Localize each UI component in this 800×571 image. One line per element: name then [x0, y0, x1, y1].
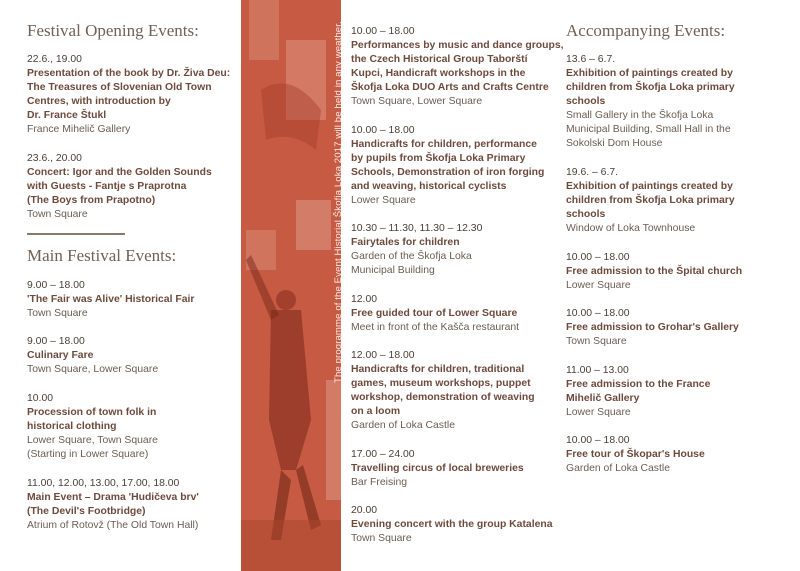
- event-item: [27, 279, 232, 321]
- event-item: [351, 448, 566, 490]
- event-item: [351, 25, 566, 109]
- event-location: Lower Square: [566, 407, 631, 418]
- event-time: 10.00 – 18.00: [566, 308, 630, 319]
- event-time: 9.00 – 18.00: [27, 336, 85, 347]
- event-title: Culinary Fare: [27, 350, 94, 361]
- event-location: Town Square: [27, 209, 88, 220]
- event-item: [566, 53, 776, 151]
- weather-note: [320, 0, 344, 571]
- event-time: 12.00: [351, 294, 378, 305]
- section-divider: [27, 233, 125, 235]
- event-title: Performances by music and dance groups, the Czech Historical Group Taborští Kupci, Handicraft workshops in the Škofja Loka DUO Arts and Crafts Centre: [351, 40, 564, 93]
- event-time: 22.6., 19.00: [27, 54, 82, 65]
- event-location: Town Square: [27, 308, 88, 319]
- event-item: [27, 392, 232, 462]
- event-title: 'The Fair was Alive' Historical Fair: [27, 294, 195, 305]
- event-location: Window of Loka Townhouse: [566, 223, 696, 234]
- event-time: 17.00 – 24.00: [351, 449, 415, 460]
- event-location: Bar Freising: [351, 477, 408, 488]
- event-item: [566, 434, 776, 476]
- event-title: Handicrafts for children, performance by pupils from Škofja Loka Primary Schools, Demonstration of iron forging and weaving, historical cyclists: [351, 139, 545, 192]
- event-time: 20.00: [351, 505, 378, 516]
- event-location: Town Square: [351, 533, 412, 544]
- event-item: [566, 166, 776, 236]
- event-title: Concert: Igor and the Golden Sounds with Guests - Fantje s Praprotna (The Boys from Prapotno): [27, 167, 212, 206]
- event-time: 12.00 – 18.00: [351, 350, 415, 361]
- event-time: 13.6 – 6.7.: [566, 54, 616, 65]
- event-location: France Mihelič Gallery: [27, 124, 131, 135]
- event-item: [351, 504, 566, 546]
- event-time: 11.00 – 13.00: [566, 365, 629, 376]
- event-time: 19.6. – 6.7.: [566, 167, 618, 178]
- event-time: 23.6., 20.00: [27, 153, 82, 164]
- event-title: Free admission to the France Mihelič Gallery: [566, 379, 711, 404]
- event-title: Presentation of the book by Dr. Živa Deu: The Treasures of Slovenian Old Town Centres, with introduction by Dr. France Štukl: [27, 68, 231, 121]
- event-location: Town Square, Lower Square: [27, 364, 159, 375]
- event-time: 10.30 – 11.30, 11.30 – 12.30: [351, 223, 483, 234]
- event-item: [27, 477, 247, 533]
- event-location: Town Square, Lower Square: [351, 96, 483, 107]
- event-location: Atrium of Rotovž (The Old Town Hall): [27, 520, 199, 531]
- event-title: Handicrafts for children, traditional games, museum workshops, puppet workshop, demonstration of weaving on a loom: [351, 364, 535, 417]
- event-item: [27, 53, 232, 137]
- event-item: [27, 335, 232, 377]
- event-title: Main Event – Drama 'Hudičeva brv' (The Devil's Footbridge): [27, 492, 199, 517]
- event-item: [351, 293, 566, 335]
- event-item: [351, 222, 566, 278]
- event-time: 10.00: [27, 393, 54, 404]
- event-title: Free tour of Škopar's House: [566, 449, 705, 460]
- event-time: 9.00 – 18.00: [27, 280, 85, 291]
- event-title: Travelling circus of local breweries: [351, 463, 524, 474]
- event-location: Garden of the Škofja Loka Municipal Building: [351, 251, 472, 276]
- event-time: 11.00, 12.00, 13.00, 17.00, 18.00: [27, 478, 180, 489]
- main-events-heading: Main Festival Events:: [27, 246, 177, 265]
- opening-events-heading: Festival Opening Events:: [27, 21, 199, 40]
- event-title: Free admission to Grohar's Gallery: [566, 322, 739, 333]
- event-location: Garden of Loka Castle: [566, 463, 670, 474]
- event-title: Fairytales for children: [351, 237, 460, 248]
- event-item: [566, 251, 776, 293]
- event-time: 10.00 – 18.00: [566, 435, 630, 446]
- accompanying-events-heading: Accompanying Events:: [566, 21, 726, 40]
- event-title: Evening concert with the group Katalena: [351, 519, 553, 530]
- event-time: 10.00 – 18.00: [351, 26, 415, 37]
- event-title: Procession of town folk in historical clothing: [27, 407, 157, 432]
- event-title: Free admission to the Špital church: [566, 266, 743, 277]
- event-location: Lower Square: [566, 280, 631, 291]
- event-location: Small Gallery in the Škofja Loka Municipal Building, Small Hall in the Sokolski Dom House: [566, 110, 731, 149]
- event-title: Free guided tour of Lower Square: [351, 308, 518, 319]
- event-location: Town Square: [566, 336, 627, 347]
- event-location: Meet in front of the Kašča restaurant: [351, 322, 520, 333]
- event-time: 10.00 – 18.00: [351, 125, 415, 136]
- weather-note-text: The programme of the Event Historial Škofja Loka 2017 will be held in any weather.: [333, 21, 344, 383]
- event-item: [27, 152, 232, 222]
- event-location: Lower Square, Town Square (Starting in Lower Square): [27, 435, 158, 460]
- event-title: Exhibition of paintings created by children from Škofja Loka primary schools: [566, 68, 735, 107]
- event-item: [566, 307, 776, 349]
- event-item: [351, 349, 566, 433]
- event-title: Exhibition of paintings created by children from Škofja Loka primary schools: [566, 181, 735, 220]
- event-item: [566, 364, 776, 420]
- event-location: Garden of Loka Castle: [351, 420, 455, 431]
- event-location: Lower Square: [351, 195, 416, 206]
- event-item: [351, 124, 566, 208]
- event-time: 10.00 – 18.00: [566, 252, 630, 263]
